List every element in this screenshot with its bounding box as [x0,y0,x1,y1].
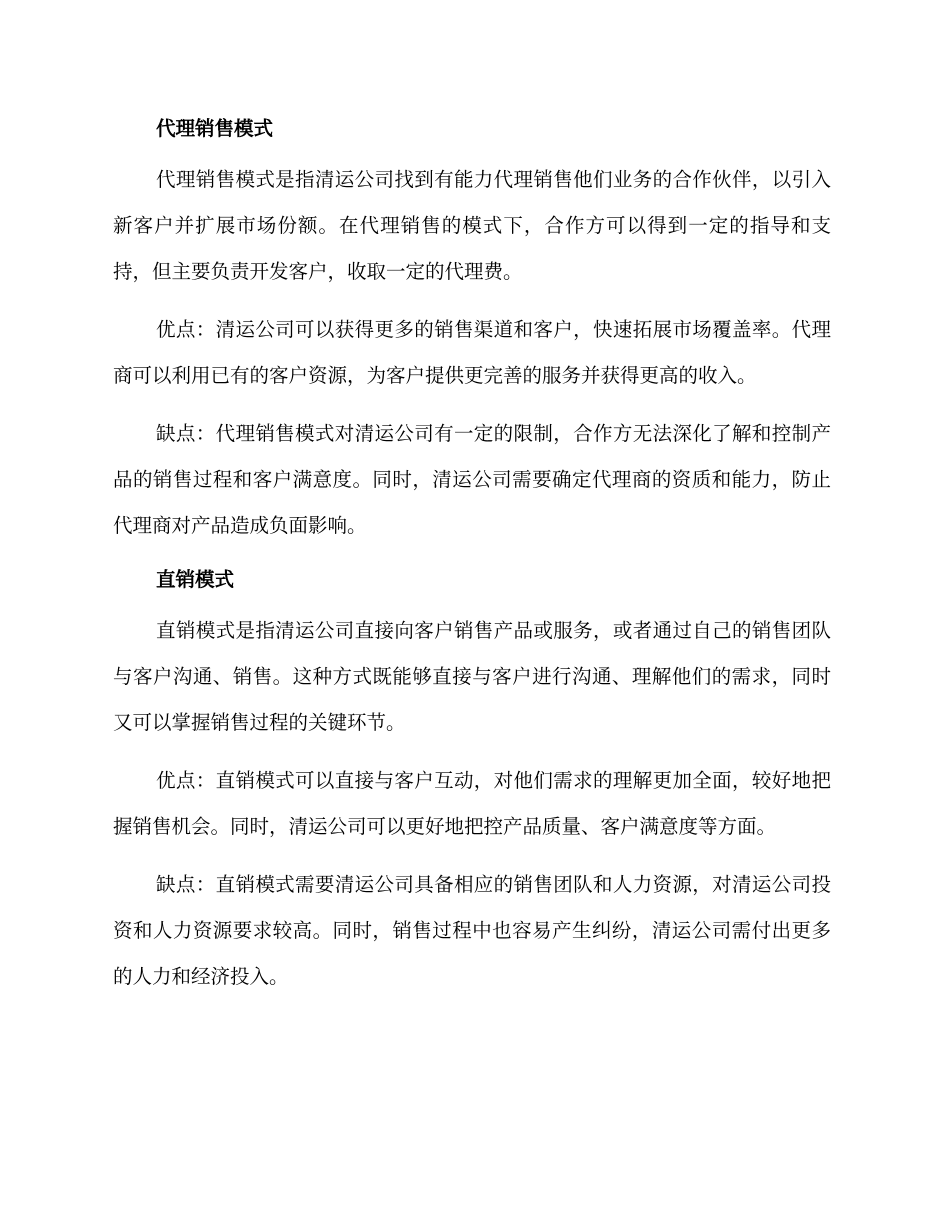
paragraph-definition: 直销模式是指清运公司直接向客户销售产品或服务，或者通过自己的销售团队与客户沟通、销售。这种方式既能够直接与客户进行沟通、理解他们的需求，同时又可以掌握销售过程的关键环节。 [113,619,831,734]
document-page [113,110,831,1012]
paragraph-advantages: 优点：清运公司可以获得更多的销售渠道和客户，快速拓展市场覆盖率。代理商可以利用已有的客户资源，为客户提供更完善的服务并获得更高的收入。 [113,318,831,387]
section-heading: 代理销售模式 [156,117,274,140]
paragraph-advantages: 优点：直销模式可以直接与客户互动，对他们需求的理解更加全面，较好地把握销售机会。同时，清运公司可以更好地把控产品质量、客户满意度等方面。 [113,769,831,838]
paragraph-disadvantages: 缺点：代理销售模式对清运公司有一定的限制，合作方无法深化了解和控制产品的销售过程和客户满意度。同时，清运公司需要确定代理商的资质和能力，防止代理商对产品造成负面影响。 [113,422,831,537]
section-agency-sales [113,110,831,549]
section-heading: 直销模式 [156,568,235,591]
section-direct-sales [113,561,831,1000]
paragraph-definition: 代理销售模式是指清运公司找到有能力代理销售他们业务的合作伙伴，以引入新客户并扩展市场份额。在代理销售的模式下，合作方可以得到一定的指导和支持，但主要负责开发客户，收取一定的代理费。 [113,168,831,283]
paragraph-disadvantages: 缺点：直销模式需要清运公司具备相应的销售团队和人力资源，对清运公司投资和人力资源要求较高。同时，销售过程中也容易产生纠纷，清运公司需付出更多的人力和经济投入。 [113,873,831,988]
